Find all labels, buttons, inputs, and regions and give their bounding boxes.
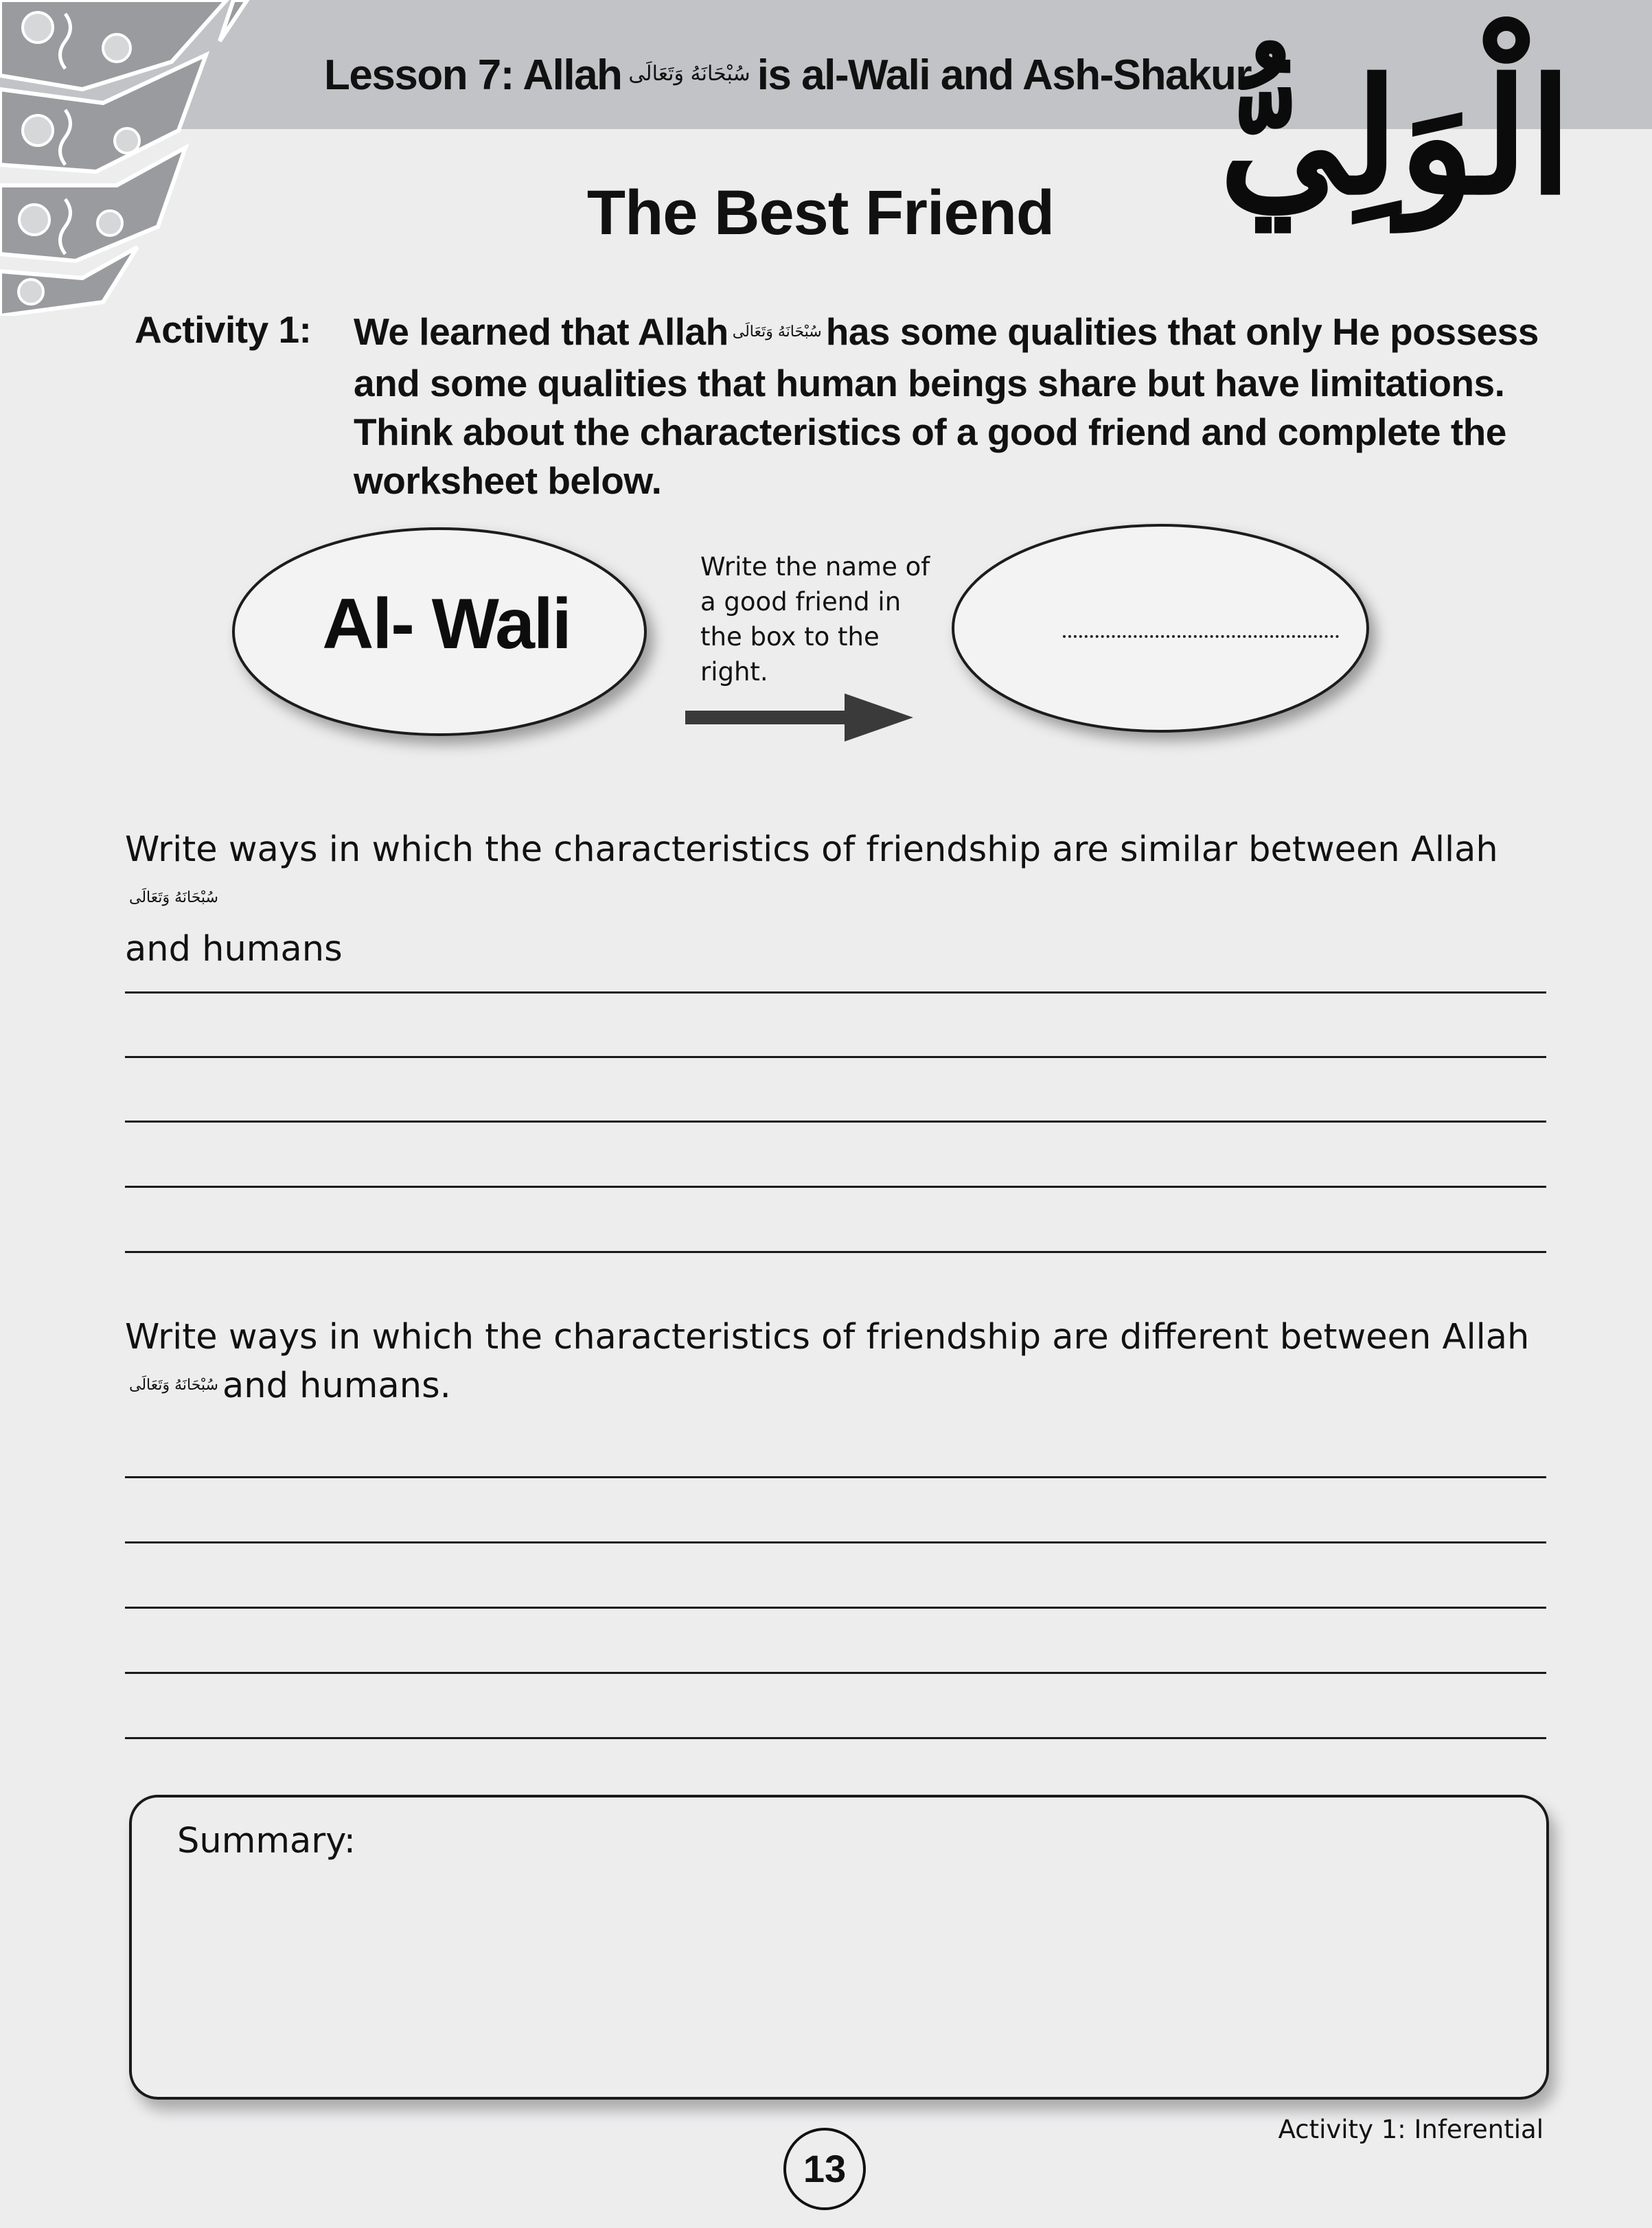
decorative-ornament <box>0 0 412 316</box>
al-wali-label: Al- Wali <box>322 584 571 664</box>
answer-line[interactable] <box>125 1541 1546 1543</box>
summary-label: Summary: <box>177 1821 356 1861</box>
honorific-glyph: سُبْحَانَهُ وَتَعَالَى <box>129 1376 218 1394</box>
answer-line[interactable] <box>125 1251 1546 1253</box>
footer-activity-type: Activity 1: Inferential <box>1278 2115 1544 2144</box>
page-number: 13 <box>783 2128 866 2210</box>
page-title-text: The Best Friend <box>586 178 1055 248</box>
question-similar-before: Write ways in which the characteristics of friendship are similar between Allah <box>125 829 1498 870</box>
question-similar-after: and humans <box>125 928 343 969</box>
diagram-instruction: Write the name of a good friend in the box to the right. <box>700 552 930 687</box>
answer-line[interactable] <box>125 1186 1546 1188</box>
friend-name-answer-line[interactable] <box>1063 635 1339 638</box>
lesson-title-prefix: Lesson 7: Allah <box>324 51 622 99</box>
question-different <box>125 1313 1539 1412</box>
honorific-glyph: سُبْحَانَهُ وَتَعَالَى <box>628 62 750 87</box>
question-similar <box>125 825 1539 974</box>
answer-line[interactable] <box>125 1056 1546 1058</box>
activity-label: Activity 1: <box>135 308 312 351</box>
arabic-name-calligraphy: الْوَلِيُّ <box>1219 45 1572 230</box>
page-title <box>0 177 1652 249</box>
activity-text-before: We learned that Allah <box>354 310 729 353</box>
arrow-icon <box>685 693 913 742</box>
activity-text-after: has some qualities that only He possess and some qualities that human beings share but have limitations. Think about the characteristics of a good friend and complete the worksheet below. <box>354 310 1539 502</box>
lesson-title <box>324 51 1251 100</box>
answer-line[interactable] <box>125 1672 1546 1674</box>
answer-line[interactable] <box>125 991 1546 994</box>
activity-instructions <box>354 308 1569 505</box>
question-different-before: Write ways in which the characteristics of friendship are different between Allah <box>125 1317 1530 1357</box>
question-different-after: and humans. <box>222 1366 451 1406</box>
answer-line[interactable] <box>125 1476 1546 1478</box>
friend-name-oval[interactable] <box>953 525 1368 731</box>
honorific-glyph: سُبْحَانَهُ وَتَعَالَى <box>129 888 218 906</box>
lesson-title-suffix: is al-Wali and Ash-Shakur <box>757 51 1251 99</box>
answer-line[interactable] <box>125 1737 1546 1739</box>
honorific-glyph: سُبْحَانَهُ وَتَعَالَى <box>732 323 822 341</box>
answer-line[interactable] <box>125 1121 1546 1123</box>
answer-line[interactable] <box>125 1607 1546 1609</box>
